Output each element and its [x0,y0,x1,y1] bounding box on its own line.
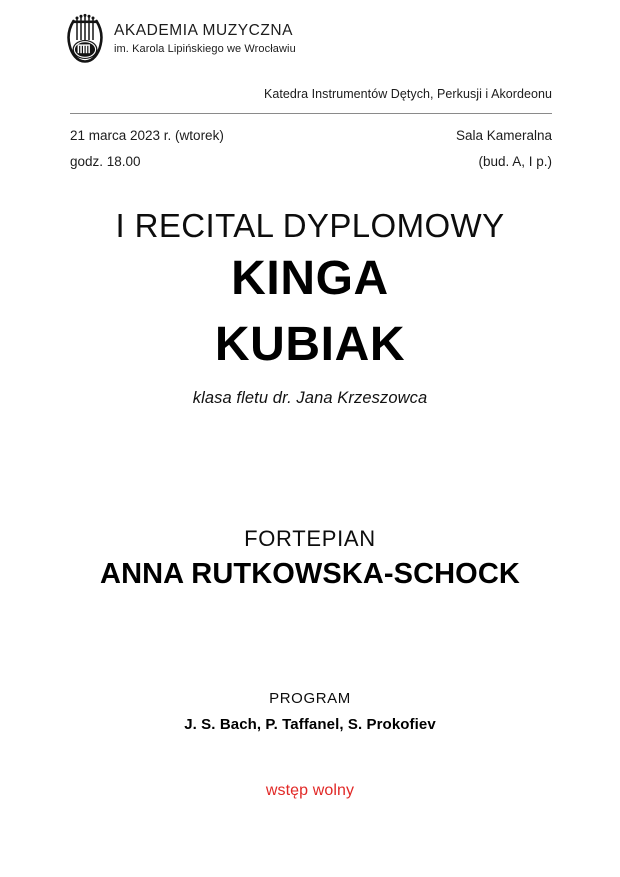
program-label: PROGRAM [269,690,351,707]
institution-logo-block [66,12,296,64]
event-info-row-time-venue-detail [70,149,552,175]
recital-kicker: I RECITAL DYPLOMOWY [115,207,505,244]
event-info-block [70,123,552,175]
lyre-icon [66,12,104,64]
event-time: godz. 18.00 [70,154,141,169]
admission-note: wstęp wolny [265,782,355,799]
accompanist-block [0,525,620,593]
event-venue: Sala Kameralna [455,128,552,143]
institution-name: AKADEMIA MUZYCZNA [114,21,294,39]
performer-last-name: KUBIAK [214,318,406,372]
performer-class-info: klasa fletu dr. Jana Krzeszowca [192,388,428,407]
program-block [0,690,620,733]
institution-subtitle: im. Karola Lipińskiego we Wrocławiu [114,42,296,55]
event-venue-detail: (bud. A, I p.) [478,154,552,169]
event-info-row-date-venue [70,123,552,149]
header-divider [70,113,552,114]
department-name: Katedra Instrumentów Dętych, Perkusji i Akordeonu [263,87,552,101]
performer-first-name: KINGA [231,252,389,306]
accompanist-role: FORTEPIAN [244,526,376,551]
program-composers: J. S. Bach, P. Taffanel, S. Prokofiev [184,716,436,733]
event-date: 21 marca 2023 r. (wtorek) [70,128,224,143]
accompanist-name: ANNA RUTKOWSKA-SCHOCK [100,557,520,590]
institution-name-block [114,20,296,56]
hero-block [0,206,620,408]
